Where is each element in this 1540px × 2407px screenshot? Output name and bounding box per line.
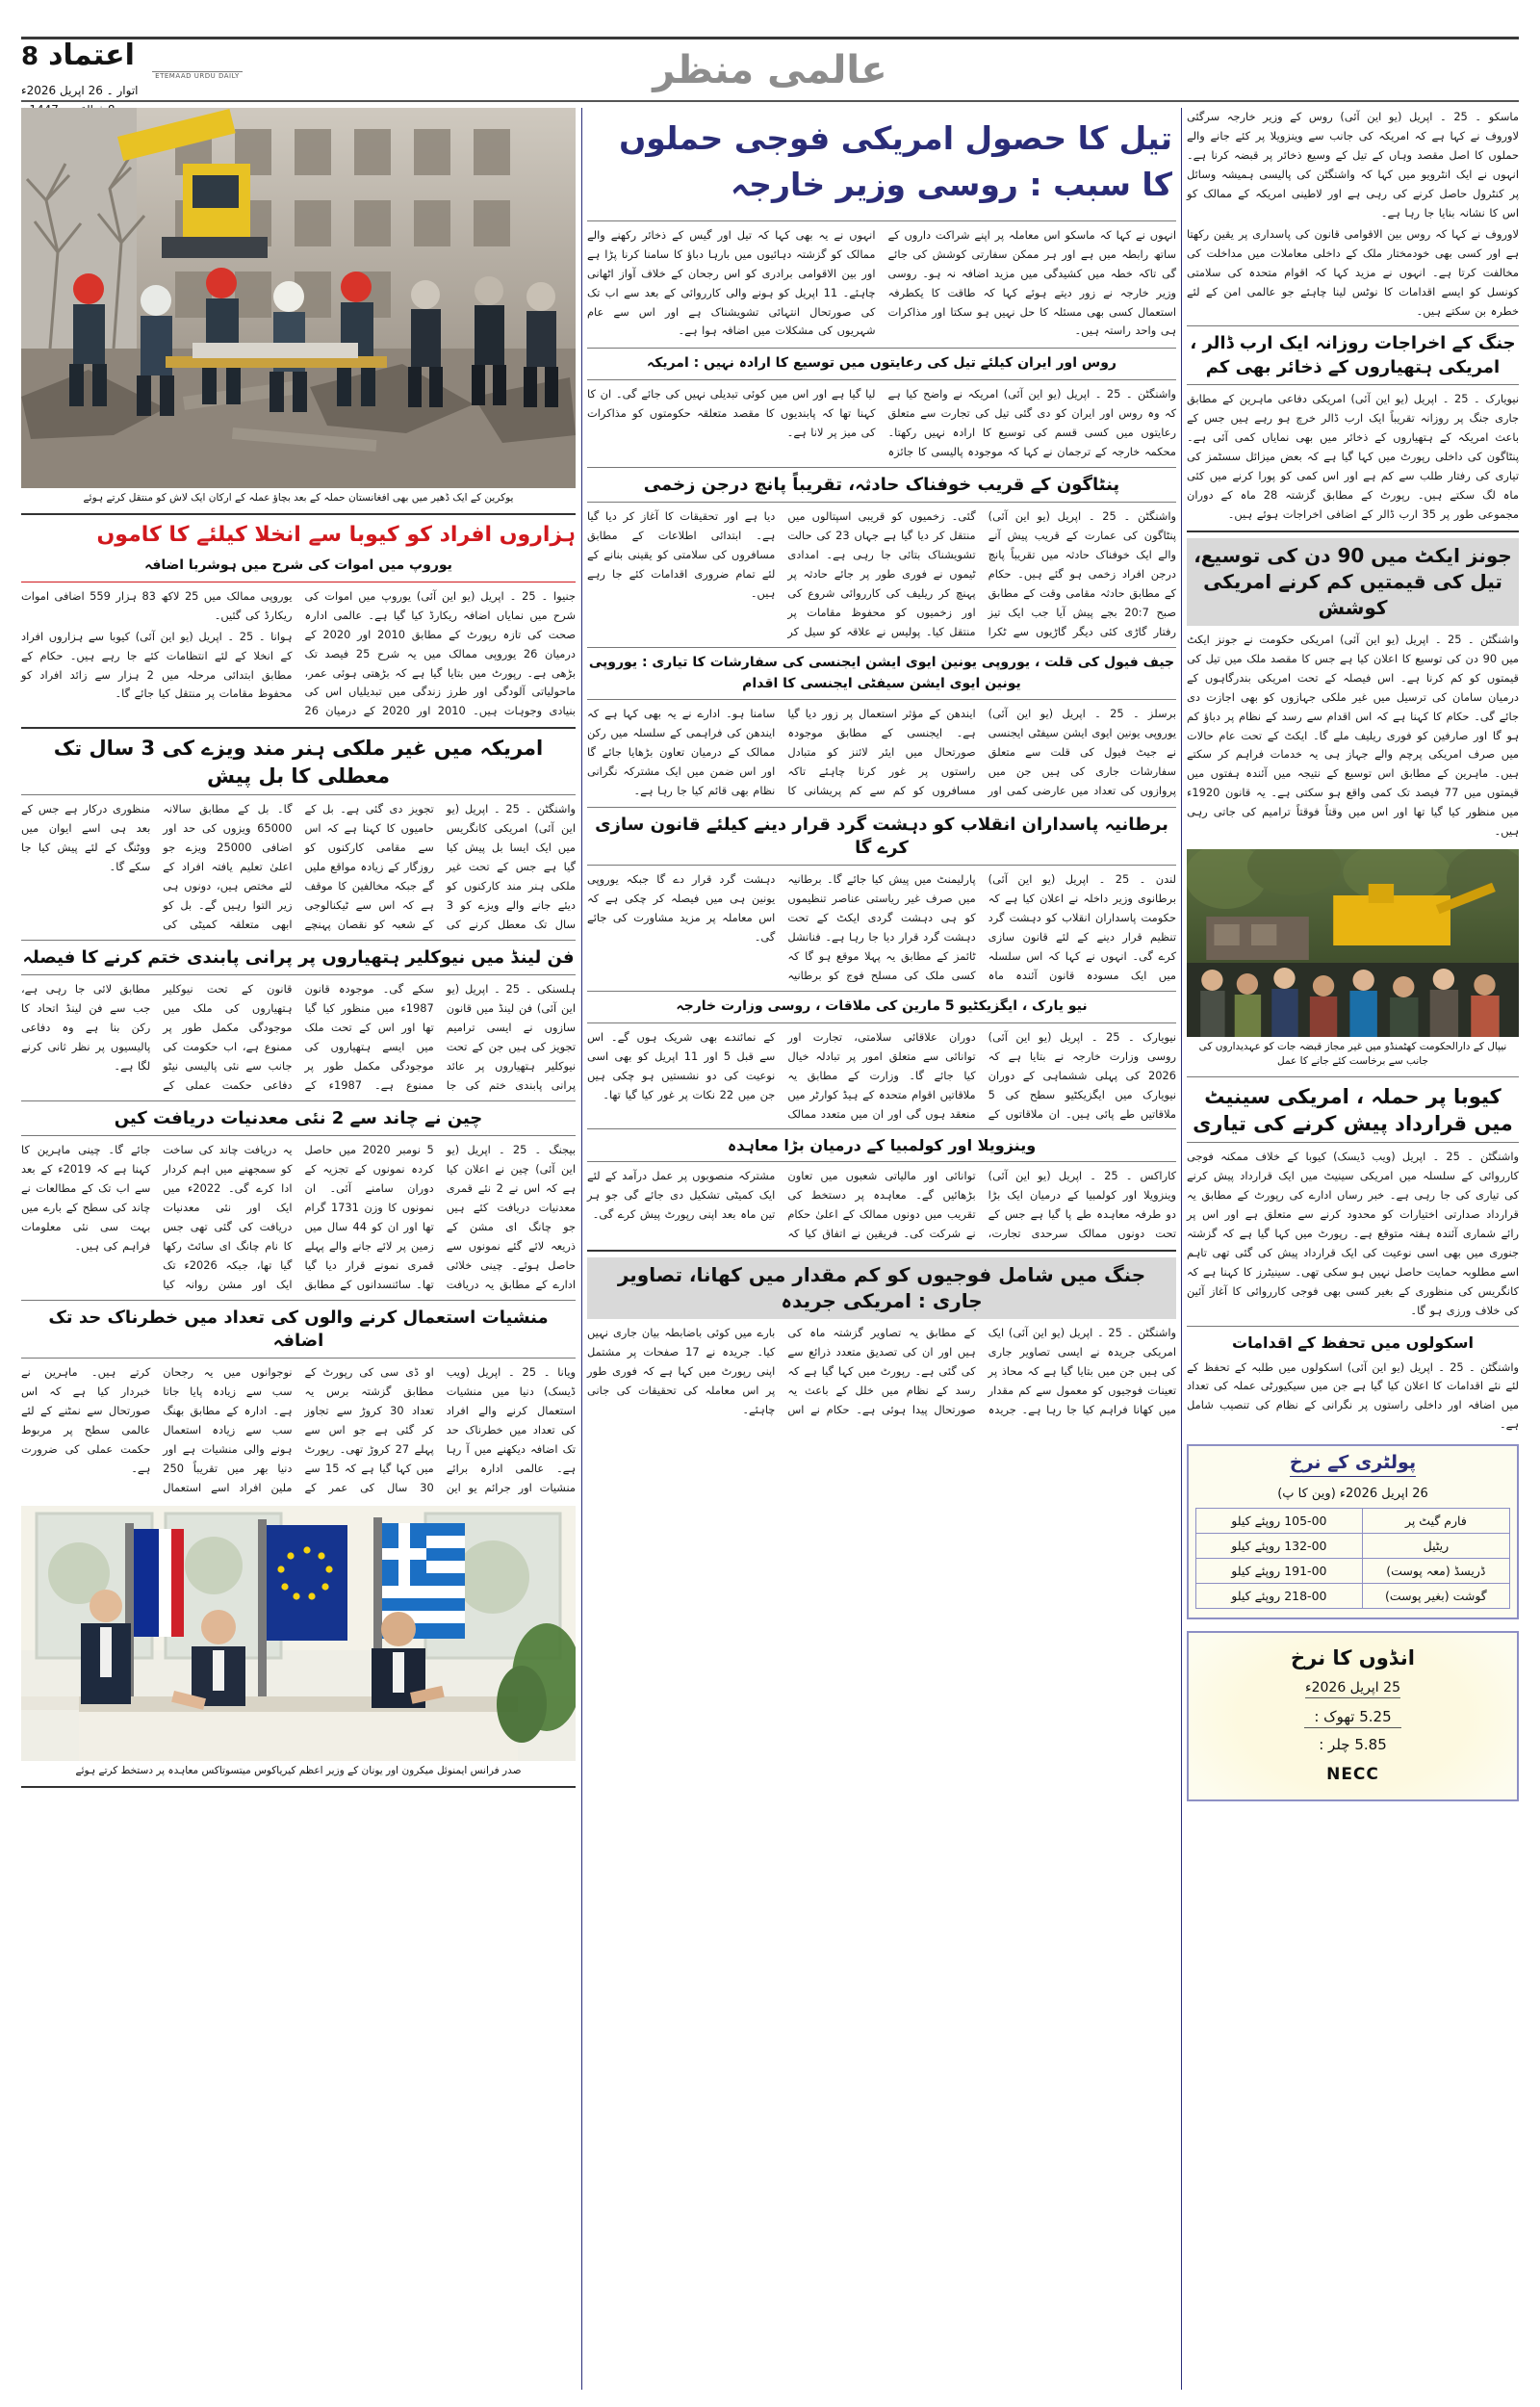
poultry-rates-box [1187, 1444, 1519, 1619]
headline-russia-iran: روس اور ایران کیلئے تیل کی رعایتوں میں توسیع کا ارادہ نہیں : امریکہ [646, 355, 1116, 372]
rule [587, 1022, 1176, 1023]
rule [21, 974, 576, 975]
column-divider-left [581, 108, 582, 2390]
poultry-rates-table [1195, 1508, 1510, 1609]
egg-wholesale-label: تھوک : [1314, 1708, 1355, 1726]
publication-name: اعتماد [48, 39, 135, 72]
headline-ny-directors: نیو یارک ، ایگزیکٹیو 5 مارین کی ملاقات ، روسی وزارت خارجہ [676, 998, 1088, 1014]
poultry-rates-date: 26 اپریل 2026ء (وین کا پ) [1277, 1487, 1428, 1502]
table-row [1196, 1509, 1510, 1534]
headline-china-moon: چین نے چاند سے 2 نئی معدنیات دریافت کیں [114, 1107, 483, 1128]
rule [21, 794, 576, 795]
article-less-food-body: واشنگٹن ۔ 25 ۔ اپریل (یو این آئی) ایک امریکی جریدہ نے ایسی تصاویر جاری کی ہیں جن میں بتایا گیا ہے کہ محاذ پر تعینات فوجیوں کو معمول سے کم مقدار میں کھانا فراہم کیا جا رہا ہے۔ جریدہ کے مطابق یہ تصاویر گزشتہ ماہ کی ہیں اور ان کی تصدیق متعدد ذرائع سے کی گئی ہے۔ رپورٹ میں کہا گیا ہے کہ رسد کے نظام میں خلل کے باعث یہ صورتحال پیدا ہوئی ہے۔ حکام نے اس بارے میں کوئی باضابطہ بیان جاری نہیں کیا۔ جریدہ نے 17 صفحات پر مشتمل اپنی رپورٹ میں کہا ہے کہ فوری طور پر اس معاملہ کی تحقیقات کی جانی چاہئے۔ [587, 1325, 1177, 1416]
article-russia-iran-body: واشنگٹن ۔ 25 ۔ اپریل (یو این آئی) امریکہ نے واضح کیا ہے کہ وہ روس اور ایران کو دی گئی تیل کی تجارت سے متعلق رعایتوں میں کسی قسم کی توسیع کا ارادہ نہیں رکھتا۔ محکمہ خارجہ کے ترجمان نے کہا کہ موجودہ پالیسی کا جائزہ لیا گیا ہے اور اس میں کوئی تبدیلی نہیں کی جائے گی۔ ان کا کہنا تھا کہ پابندیوں کا مقصد متعلقہ حکومتوں کو مذاکرات کی میز پر لانا ہے۔ [587, 387, 1176, 458]
rule [1187, 1142, 1519, 1143]
headline-less-food: جنگ میں شامل فوجیوں کو کم مقدار میں کھانا، تصاویر جاری : امریکی جریدہ [587, 1257, 1176, 1319]
rule [21, 727, 576, 729]
headline-jones-act: جونز ایکٹ میں 90 دن کی توسیع، تیل کی قیمتیں کم کرنے امریکی کوشش [1187, 538, 1519, 626]
article-china-moon-body: بیجنگ ۔ 25 ۔ اپریل (یو این آئی) چین نے اعلان کیا ہے کہ اس نے 2 نئے قمری معدنیات دریافت کئے ہیں جو چانگ ای مشن کے ذریعہ لائے گئے نمونوں سے حاصل ہوئے۔ چینی خلائی ادارے کے مطابق یہ دریافت 5 نومبر 2020 میں حاصل کردہ نمونوں کے تجزیہ کے دوران سامنے آئی۔ ان نمونوں کا وزن 1731 گرام تھا اور ان کو 44 سال میں زمین پر لائے جانے والے پہلے قمری نمونے قرار دیا گیا تھا۔ سائنسدانوں کے مطابق یہ دریافت چاند کی ساخت کو سمجھنے میں اہم کردار ادا کرے گی۔ 2022ء میں ایک اور نئی معدنیات دریافت کی گئی تھی جس کا نام چانگ ای سائٹ رکھا گیا تھا، جبکہ 2026ء تک ایک اور مشن روانہ کیا جائے گا۔ چینی ماہرین کا کہنا ہے کہ 2019ء کے بعد سے اب تک کے مطالعات نے چاند کی سطح کے بارے میں بہت سی نئی معلومات فراہم کی ہیں۔ [21, 1143, 576, 1291]
rule [21, 1100, 576, 1101]
subhead-netanyahu-protest: یوروپ میں اموات کی شرح میں ہوشربا اضافہ [144, 557, 452, 574]
rule [21, 1300, 576, 1301]
rule [21, 940, 576, 941]
rule [587, 647, 1176, 648]
signing-photo-caption: صدر فرانس ایمنوئل میکرون اور یونان کے وزیر اعظم کیریاکوس میتسوتاکس معاہدہ پر دستخط کرتے ہوئے [75, 1764, 522, 1776]
headline-oil-reserves: جنگ کے اخراجات روزانہ ایک ارب ڈالر ، امریکی ہتھیاروں کے ذخائر بھی کم [1190, 333, 1516, 377]
rule [1187, 325, 1519, 326]
article-venezuela-colombia-body: کاراکس ۔ 25 ۔ اپریل (یو این آئی) وینزویلا اور کولمبیا کے درمیان ایک بڑا دو طرفہ معاہدہ طے پا گیا ہے جس کے تحت دونوں ممالک سرحدی تجارت، توانائی اور مالیاتی شعبوں میں تعاون بڑھائیں گے۔ معاہدہ پر دستخط کی تقریب میں دونوں ممالک کے اعلیٰ حکام نے شرکت کی۔ فریقین نے اتفاق کیا کہ مشترکہ منصوبوں پر عمل درآمد کے لئے ایک کمیٹی تشکیل دی جائے گی جو ہر تین ماہ بعد اپنی رپورٹ پیش کرے گی۔ [587, 1169, 1176, 1240]
article-ny-directors-body: نیویارک ۔ 25 ۔ اپریل (یو این آئی) روسی وزارت خارجہ نے بتایا ہے کہ 2026 کی پہلی ششماہی کے دوران نیویارک میں ایگزیکٹیو سطح کی 5 ملاقاتیں طے پائی ہیں۔ ان ملاقاتوں کے دوران علاقائی سلامتی، تجارت اور توانائی سے متعلق امور پر تبادلہ خیال کیا جائے گا۔ وزارت کے مطابق یہ ملاقاتیں اقوام متحدہ کے ہیڈ کوارٹر میں منعقد ہوں گی اور ان میں متعدد ممالک کے نمائندے بھی شریک ہوں گے۔ اس سے قبل 5 اور 11 اپریل کو بھی اسی نوعیت کی دو نشستیں ہو چکی ہیں جن میں 22 نکات پر غور کیا گیا تھا۔ [587, 1029, 1176, 1121]
headline-eu-agency: جیف فیول کی قلت ، یوروپی یونین ایوی ایشن ایجنسی کی سفارشات کا تیاری : یوروپی یونین ایوی ایشن سیفٹی ایجنسی کا اقدام [588, 654, 1175, 691]
headline-venezuela-colombia: وینزویلا اور کولمبیا کے درمیان بڑا معاہدہ [727, 1136, 1037, 1155]
page-number: 8 [21, 42, 39, 71]
headline-school-safety: اسکولوں میں تحفظ کے اقدامات [1232, 1333, 1474, 1352]
rescue-photo-caption: یوکرین کے ایک ڈھیر میں بھی افغانستان حملہ کے بعد بچاؤ عملہ کے ارکان ایک لاش کو منتقل کرتے ہوئے [83, 492, 514, 504]
masthead-date-gregorian: اتوار ۔ 26 اپریل 2026ء [21, 84, 139, 97]
headline-finland-nuclear: فن لینڈ میں نیوکلیر ہتھیاروں پر پرانی پابندی ختم کرنے کا فیصلہ [22, 946, 575, 968]
egg-rates-source: NECC [1326, 1765, 1379, 1785]
poultry-rates-title: پولٹری کے نرخ [1290, 1452, 1416, 1477]
article-uk-irgc-body: لندن ۔ 25 ۔ اپریل (یو این آئی) برطانوی وزیر داخلہ نے اعلان کیا ہے کہ حکومت پاسداران انقلاب کو دہشت گرد تنظیم قرار دینے کے لئے قانون سازی کرے گی۔ انہوں نے کہا کہ اس سلسلہ میں ایک مسودہ قانون آئندہ ماہ پارلیمنٹ میں پیش کیا جائے گا۔ برطانیہ میں صرف غیر ریاستی عناصر تنظیموں کو ہی دہشت گردی ایکٹ کے تحت دہشت گرد قرار دیا جا رہا ہے۔ فنانشل ٹائمز کے مطابق یہ پہلا موقع ہو گا کہ کسی ملک کی مسلح فوج کو برطانیہ دہشت گرد قرار دے گا جبکہ یوروپی یونین ہی میں فیصلہ کر چکی ہے کہ اس معاملہ پر مزید مشاورت کی جائے گی۔ [587, 872, 1176, 983]
rule [1187, 1326, 1519, 1327]
rescue-photo [21, 108, 576, 488]
egg-rates-date: 25 اپریل 2026ء [1305, 1680, 1400, 1698]
rule [587, 865, 1176, 866]
rule [587, 699, 1176, 700]
egg-rates-box [1187, 1631, 1519, 1801]
rule [587, 220, 1176, 221]
article-jones-act-body: واشنگٹن ۔ 25 ۔ اپریل (یو این آئی) امریکی حکومت نے جونز ایکٹ میں 90 دن کی توسیع کا اعلان کیا ہے جس کا مقصد ملک میں تیل کی قیمتوں کو کم کرنا ہے۔ اس فیصلہ کے تحت امریکی بندرگاہوں کے درمیان سامان کی ترسیل میں غیر ملکی جہازوں کو بھی اجازت دی جائے گی۔ حکام کا کہنا ہے کہ اس اقدام سے رسد کے نظام پر دباؤ کم ہو گا اور صارفین کو فوری ریلیف ملے گا۔ ایکٹ کے تحت عام حالات میں صرف امریکی پرچم والے جہاز ہی یہ خدمات فراہم کر سکتے ہیں۔ ماہرین کے مطابق اس توسیع کے نتیجہ میں آئندہ ہفتوں میں قیمتوں میں 77 فیصد تک کمی واقع ہو سکتی ہے۔ یہ قانون 1920ء میں منظور کیا گیا تھا اور اس میں وقتاً فوقتاً ترامیم کی جاتی رہی ہیں۔ [1187, 632, 1519, 839]
article-drug-use-body: ویانا ۔ 25 ۔ اپریل (ویب ڈیسک) دنیا میں منشیات استعمال کرنے والے افراد کی تعداد میں خطرناک حد تک اضافہ دیکھنے میں آ رہا ہے۔ عالمی ادارہ برائے منشیات اور جرائم یو این او ڈی سی کی رپورٹ کے مطابق گزشتہ برس یہ تعداد 30 کروڑ سے تجاوز کر گئی ہے جو اس سے پہلے 27 کروڑ تھی۔ رپورٹ میں کہا گیا ہے کہ 15 سے 30 سال کی عمر کے نوجوانوں میں یہ رجحان سب سے زیادہ پایا جاتا ہے۔ ادارہ کے مطابق بھنگ سب سے زیادہ استعمال ہونے والی منشیات ہے اور دنیا بھر میں تقریباً 250 ملین افراد اسے استعمال کرتے ہیں۔ ماہرین نے خبردار کیا ہے کہ اس صورتحال سے نمٹنے کے لئے عالمی سطح پر مربوط حکمت عملی کی ضرورت ہے۔ [21, 1365, 576, 1494]
rule [21, 513, 576, 515]
egg-wholesale-value: 5.25 [1359, 1708, 1392, 1726]
headline-pentagon: پنٹاگون کے قریب خوفناک حادثہ، تقریباً پانچ درجن زخمی [643, 474, 1120, 495]
lead-article-body: انہوں نے کہا کہ ماسکو اس معاملہ پر اپنے شراکت داروں کے ساتھ رابطہ میں ہے اور ہر ممکن سفارتی کوشش کی جائے گی تاکہ خطہ میں کشیدگی میں مزید اضافہ نہ ہو۔ روسی وزیر خارجہ نے زور دیتے ہوئے کہا کہ طاقت کا یکطرفہ استعمال کسی بھی مسئلہ کا حل نہیں ہو سکتا اور مذاکرات ہی واحد راستہ ہیں۔ انہوں نے یہ بھی کہا کہ تیل اور گیس کے ذخائر رکھنے والے ممالک کو گزشتہ دہائیوں میں بارہا دباؤ کا سامنا کرنا پڑا ہے اور بین الاقوامی برادری کو اس رجحان کے خلاف آواز اٹھانی چاہئے۔ 11 اپریل کو ہونے والی کارروائی کے بعد سے اب تک کی صورتحال انتہائی تشویشناک ہے اور اس سے عام شہریوں کی مشکلات میں اضافہ ہوا ہے۔ [587, 227, 1176, 338]
rule [1187, 384, 1519, 385]
poultry-row-label: ریٹیل [1362, 1534, 1509, 1559]
article-cuba-senate-body: واشنگٹن ۔ 25 ۔ اپریل (ویب ڈیسک) کیوبا کے خلاف ممکنہ فوجی کارروائی کے سلسلہ میں امریکی سینیٹ میں ایک قرارداد پیش کرنے کی تیاری کی جا رہی ہے۔ خبر رساں ادارے کی رپورٹ کے مطابق یہ قرارداد صدارتی اختیارات کو محدود کرنے سے متعلق ہے اور اس پر رائے شماری آئندہ ہفتہ متوقع ہے۔ رپورٹ میں کہا گیا ہے کہ گزشتہ جنوری میں بھی اسی نوعیت کی ایک قرارداد پیش کی گئی تھی تاہم اسے مطلوبہ حمایت حاصل نہیں ہو سکی تھی۔ سینیٹرز کا کہنا ہے کہ کانگریس کی منظوری کے بغیر کسی بھی فوجی کارروائی کا آغاز آئین کی خلاف ورزی ہو گا۔ [1187, 1150, 1519, 1317]
section-title: عالمی منظر [653, 48, 887, 92]
headline-cuba-senate: کیوبا پر حملہ ، امریکی سینیٹ میں قرارداد پیش کرنے کی تیاری [1193, 1084, 1513, 1136]
lead-headline: تیل کا حصول امریکی فوجی حملوں کا سبب : روسی وزیر خارجہ [619, 119, 1172, 203]
rule [21, 1786, 576, 1788]
article-eu-agency-body: برسلز ۔ 25 ۔ اپریل (یو این آئی) یوروپی یونین ایوی ایشن سیفٹی ایجنسی نے جیٹ فیول کی قلت سے متعلق سفارشات جاری کی ہیں جن میں پروازوں کی تعداد میں عارضی کمی اور ایندھن کے مؤثر استعمال پر زور دیا گیا ہے۔ ایجنسی کے مطابق موجودہ صورتحال میں ایئر لائنز کو متبادل راستوں پر غور کرنا چاہئے تاکہ مسافروں کو کم سے کم پریشانی کا سامنا ہو۔ ادارے نے یہ بھی کہا ہے کہ ایندھن کی فراہمی کے سلسلہ میں رکن ممالک کے درمیان تعاون بڑھایا جائے گا اور اس ضمن میں ایک مشترکہ نگرانی نظام بھی قائم کیا جا رہا ہے۔ [587, 707, 1176, 798]
headline-drug-use: منشیات استعمال کرنے والوں کی تعداد میں خطرناک حد تک اضافہ [48, 1307, 549, 1351]
article-lead-body-right: ماسکو ۔ 25 ۔ اپریل (یو این آئی) روس کے وزیر خارجہ سرگئی لاوروف نے کہا ہے کہ امریکہ کی جانب سے وینزویلا پر کئے جانے والے حملوں کا اصل مقصد وہاں کے تیل کے وسیع ذخائر پر قبضہ کرنا ہے۔ انہوں نے ایک انٹرویو میں کہا کہ واشنگٹن کی پالیسی ہمیشہ وسائل پر کنٹرول حاصل کرنے کی رہی ہے اور لاطینی امریکہ کے ممالک کو اس کا نشانہ بنایا جا رہا ہے۔ لاوروف نے کہا کہ روس بین الاقوامی قانون کی پاسداری پر یقین رکھتا ہے اور کسی بھی خودمختار ملک کے داخلی معاملات میں مداخلت کی مخالفت کرتا ہے۔ انہوں نے مزید کہا کہ اقوام متحدہ کی سلامتی کونسل کو ایسے اقدامات کا نوٹس لینا چاہئے جو عالمی امن کے لئے خطرہ بن سکتے ہیں۔ [1187, 110, 1519, 318]
rule [21, 1135, 576, 1136]
poultry-row-label: ڈریسڈ (معہ پوست) [1362, 1559, 1509, 1584]
egg-rates-title: انڈوں کا نرخ [1291, 1646, 1415, 1670]
egg-retail-value: 5.85 [1354, 1736, 1387, 1754]
rule [587, 379, 1176, 380]
rule [587, 467, 1176, 468]
signing-photo [21, 1506, 576, 1761]
headline-h1b-visa: امریکہ میں غیر ملکی ہنر مند ویزے کی 3 سال تک معطلی کا بل پیش [53, 737, 544, 788]
nepal-photo-caption: نیپال کے دارالحکومت کھٹمنڈو میں غیر مجاز قبضہ جات کو عہدیداروں کی جانب سے برخاست کئے جانے کا عمل [1198, 1041, 1507, 1068]
column-right [1187, 108, 1519, 2390]
column-grid [21, 108, 1519, 2390]
poultry-row-value: 132-00 روپئے کیلو [1196, 1534, 1363, 1559]
rule [587, 502, 1176, 503]
rule [587, 348, 1176, 349]
article-oil-reserves-body: نیویارک ۔ 25 ۔ اپریل (یو این آئی) امریکی دفاعی ماہرین کے مطابق جاری جنگ پر روزانہ تقریباً ایک ارب ڈالر خرچ ہو رہے ہیں جس کے باعث امریکہ کے ہتھیاروں کے ذخائر میں بھی نمایاں کمی آئی ہے۔ پنٹاگون کی داخلی رپورٹ میں کہا گیا ہے کہ بعض میزائل سسٹمز کی تیاری کی رفتار طلب سے کم ہے اور اس کمی کو پورا کرنے میں کئی ماہ لگ سکتے ہیں۔ رپورٹ کے مطابق گزشتہ 28 ماہ کے دوران مجموعی طور پر 35 ارب ڈالر کے اضافی اخراجات ہوئے ہیں۔ [1187, 392, 1520, 521]
rule [587, 1161, 1176, 1162]
egg-retail-row [1309, 1736, 1397, 1755]
column-middle [587, 108, 1176, 2390]
poultry-row-value: 105-00 روپئے کیلو [1196, 1509, 1363, 1534]
column-left [21, 108, 576, 2390]
poultry-row-value: 191-00 روپئے کیلو [1196, 1559, 1363, 1584]
rule [587, 991, 1176, 992]
rule [1187, 1076, 1519, 1077]
rule [587, 1128, 1176, 1129]
nepal-photo [1187, 849, 1519, 1037]
article-netanyahu-body: جنیوا ۔ 25 ۔ اپریل (یو این آئی) یوروپ میں اموات کی شرح میں نمایاں اضافہ ریکارڈ کیا گیا ہے۔ عالمی ادارہ صحت کی تازہ رپورٹ کے مطابق 2010 اور 2020 کے درمیان 26 یوروپی ممالک میں یہ شرح 25 فیصد تک بڑھی ہے۔ رپورٹ میں بتایا گیا ہے کہ بڑھتی ہوئی عمر، ماحولیاتی آلودگی اور طرز زندگی میں تبدیلیاں اس کی بنیادی وجوہات ہیں۔ 2010 اور 2020 کے درمیان 26 یوروپی ممالک میں 25 لاکھ 83 ہزار 559 اضافی اموات ریکارڈ کی گئیں۔ ہوانا ۔ 25 ۔ اپریل (یو این آئی) کیوبا سے ہزاروں افراد کے انخلا کے لئے انتظامات کئے جا رہے ہیں۔ حکام کے مطابق ابتدائی مرحلہ میں 2 ہزار سے زائد افراد کو محفوظ مقامات پر منتقل کیا جائے گا۔ [21, 588, 576, 718]
poultry-row-label: فارم گیٹ پر [1362, 1509, 1509, 1534]
egg-wholesale-row [1304, 1708, 1400, 1728]
rule [1187, 531, 1519, 532]
article-school-safety-body: واشنگٹن ۔ 25 ۔ اپریل (یو این آئی) اسکولوں میں طلبہ کے تحفظ کے لئے نئے اقدامات کا اعلان کیا گیا ہے جن میں سیکیورٹی عملہ کی تعداد میں اضافہ اور داخلی راستوں پر نگرانی کے نظام کی تنصیب شامل ہے۔ [1187, 1359, 1519, 1432]
article-finland-nuclear-body: ہلسنکی ۔ 25 ۔ اپریل (یو این آئی) فن لینڈ میں قانون سازوں نے ایسی ترامیم تجویز کی ہیں جن کے تحت نیوکلیر ہتھیاروں پر عائد پرانی پابندی ختم کی جا سکے گی۔ موجودہ قانون 1987ء میں منظور کیا گیا تھا اور اس کے تحت ملک میں ایسے ہتھیاروں کی موجودگی مکمل طور پر ممنوع ہے۔ 1987ء کے قانون کے تحت نیوکلیر ہتھیاروں کی ملک میں موجودگی مکمل طور پر ممنوع ہے، اب حکومت کی جانب سے نئی پالیسی نیٹو دفاعی حکمت عملی کے مطابق لائی جا رہی ہے، جب سے فن لینڈ اتحاد کا رکن بنا ہے وہ دفاعی پالیسیوں پر نظر ثانی کرنے لگا ہے۔ [21, 982, 576, 1092]
rule [587, 1250, 1176, 1252]
masthead-divider [21, 100, 1519, 102]
column-divider-right [1181, 108, 1182, 2390]
headline-netanyahu-protest: ہزاروں افراد کو کیوبا سے انخلا کیلئے کا کاموں [96, 523, 576, 548]
egg-retail-label: چلر : [1319, 1736, 1350, 1754]
poultry-row-value: 218-00 روپئے کیلو [1196, 1584, 1363, 1609]
poultry-row-label: گوشت (بغیر پوست) [1362, 1584, 1509, 1609]
publication-subtitle: ETEMAAD URDU DAILY [152, 71, 243, 80]
masthead [21, 37, 1519, 100]
table-row [1196, 1559, 1510, 1584]
article-pentagon-body: واشنگٹن ۔ 25 ۔ اپریل (یو این آئی) پنٹاگون کی عمارت کے قریب پیش آنے والے ایک خوفناک حادثہ میں تقریباً پانچ درجن افراد زخمی ہو گئے ہیں۔ حکام کے مطابق حادثہ مقامی وقت کے مطابق صبح 20:7 بجے پیش آیا جب ایک تیز رفتار گاڑی کئی دیگر گاڑیوں سے ٹکرا گئی۔ زخمیوں کو قریبی اسپتالوں میں منتقل کر دیا گیا ہے جہاں 23 کی حالت تشویشناک بتائی جا رہی ہے۔ امدادی ٹیموں نے فوری طور پر جائے حادثہ پر پہنچ کر ریلیف کی کارروائی شروع کی اور زخمیوں کو محفوظ مقامات پر منتقل کیا۔ پولیس نے علاقہ کو سیل کر دیا ہے اور تحقیقات کا آغاز کر دیا گیا ہے۔ ابتدائی اطلاعات کے مطابق مسافروں کی سلامتی کو یقینی بنانے کے لئے تمام ضروری اقدامات کئے جا رہے ہیں۔ [587, 509, 1176, 638]
rule [21, 1358, 576, 1359]
headline-uk-irgc: برطانیہ پاسداران انقلاب کو دہشت گرد قرار دینے کیلئے قانون سازی کرے گا [595, 814, 1168, 858]
table-row [1196, 1584, 1510, 1609]
article-h1b-visa-body: واشنگٹن ۔ 25 ۔ اپریل (یو این آئی) امریکی کانگریس میں ایک ایسا بل پیش کیا گیا ہے جس کے تحت غیر ملکی ہنر مند کارکنوں کو دیئے جانے والے ویزے کو 3 سال تک معطل کرنے کی تجویز دی گئی ہے۔ بل کے حامیوں کا کہنا ہے کہ اس سے مقامی کارکنوں کو روزگار کے زیادہ مواقع ملیں گے جبکہ مخالفین کا موقف ہے کہ اس سے ٹیکنالوجی کے شعبہ کو نقصان پہنچے گا۔ بل کے مطابق سالانہ 65000 ویزوں کی حد اور اضافی 25000 ویزے جو اعلیٰ تعلیم یافتہ افراد کے لئے مختص ہیں، دونوں ہی زیر التوا رہیں گے۔ بل کو ابھی متعلقہ کمیٹی کی منظوری درکار ہے جس کے بعد ہی اسے ایوان میں ووٹنگ کے لئے پیش کیا جا سکے گا۔ [21, 802, 576, 931]
table-row [1196, 1534, 1510, 1559]
rule [587, 807, 1176, 808]
